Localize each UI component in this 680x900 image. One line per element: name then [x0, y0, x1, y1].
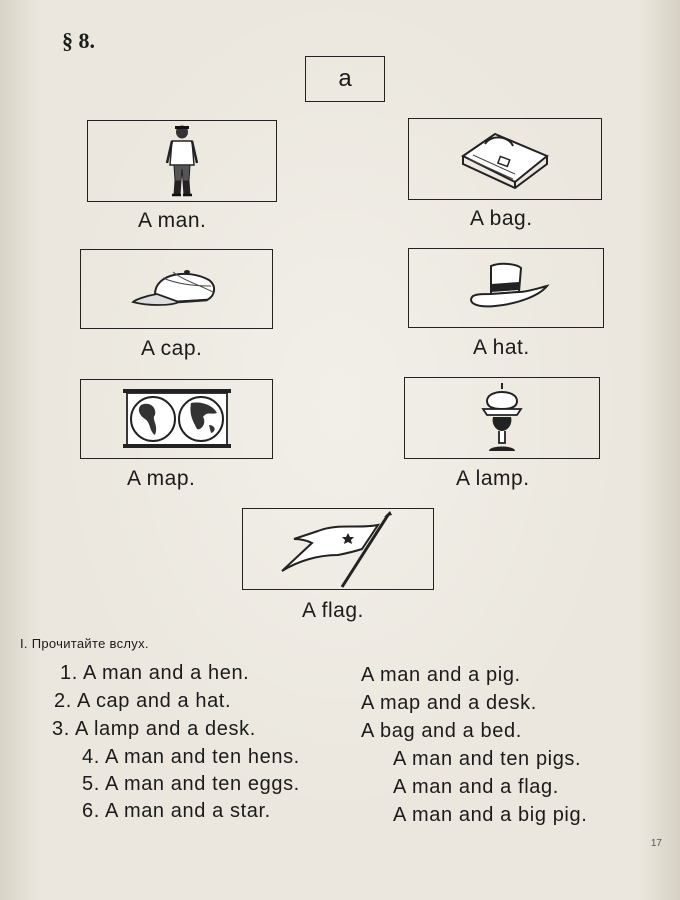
caption-bag: A bag.	[470, 207, 533, 230]
caption-cap: A cap.	[141, 337, 203, 360]
flag-icon	[278, 509, 398, 589]
picture-box-hat	[408, 248, 604, 328]
picture-box-flag	[242, 508, 434, 590]
line-number: 2.	[54, 690, 72, 712]
line-number: 5.	[82, 773, 100, 795]
exercise-line-6-right: A man and a big pig.	[393, 804, 588, 826]
exercise-line-6	[82, 800, 271, 823]
section-number: § 8.	[62, 28, 95, 53]
exercise-line-4-right: A man and ten pigs.	[393, 748, 582, 770]
picture-box-cap	[80, 249, 273, 329]
exercise-title: I. Прочитайте вслух.	[20, 636, 149, 651]
caption-man: A man.	[138, 209, 207, 232]
exercise-line-3-right: A bag and a bed.	[361, 720, 522, 742]
picture-box-bag	[408, 118, 602, 200]
cap-icon	[127, 264, 227, 314]
caption-map: A map.	[127, 467, 196, 490]
hat-icon	[461, 258, 551, 318]
line-left-text: A cap and a hat.	[76, 690, 232, 712]
caption-lamp: A lamp.	[456, 467, 530, 490]
line-left-text: A man and a hen.	[82, 662, 250, 684]
picture-box-lamp	[404, 377, 600, 459]
line-number: 4.	[82, 746, 100, 768]
line-left-text: A man and a star.	[104, 800, 271, 822]
exercise-line-3	[52, 718, 256, 741]
lamp-icon	[477, 381, 527, 455]
page-number: 17	[650, 838, 662, 849]
line-number: 1.	[60, 662, 78, 684]
exercise-line-1-right: A man and a pig.	[361, 664, 521, 686]
bag-icon	[455, 126, 555, 192]
map-icon	[121, 387, 233, 451]
caption-hat: A hat.	[473, 336, 530, 359]
picture-box-man	[87, 120, 277, 202]
featured-letter: a	[338, 65, 352, 92]
exercise-line-5	[82, 773, 300, 796]
line-left-text: A lamp and a desk.	[74, 718, 256, 740]
line-number: 3.	[52, 718, 70, 740]
line-number: 6.	[82, 800, 100, 822]
exercise-line-4	[82, 746, 300, 769]
exercise-line-1	[60, 662, 249, 685]
exercise-line-5-right: A man and a flag.	[393, 776, 559, 798]
line-left-text: A man and ten eggs.	[104, 773, 300, 795]
exercise-line-2-right: A map and a desk.	[361, 692, 537, 714]
caption-flag: A flag.	[302, 599, 364, 622]
letter-box	[305, 56, 385, 102]
picture-box-map	[80, 379, 273, 459]
line-left-text: A man and ten hens.	[104, 746, 300, 768]
man-icon	[162, 123, 202, 199]
exercise-line-2	[54, 690, 231, 713]
